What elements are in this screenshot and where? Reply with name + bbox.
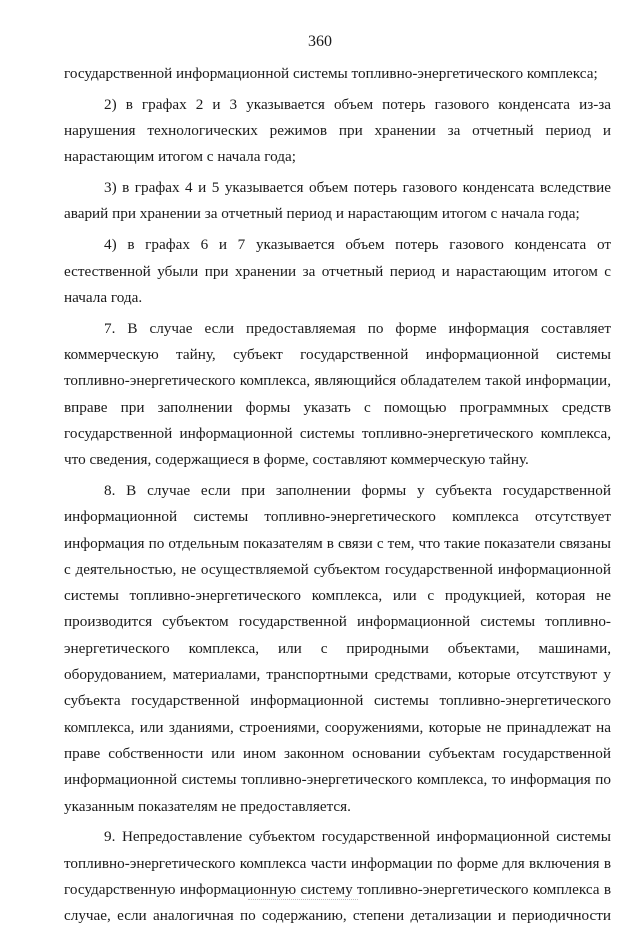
paragraph-section-7: 7. В случае если предоставляемая по форме информация составляет коммерческую тайну, субъект государственной информационной системы топливно-энергетического комплекса, являющийся обладателем такой информации, вправе при заполнении формы указать с помощью программных средств государственной информационной системы топливно-энергетического комплекса, что сведения, содержащиеся в форме, составляют коммерческую тайну. — [64, 319, 611, 469]
paragraph-section-9: 9. Непредоставление субъектом государственной информационной системы топливно-энергетического комплекса части информации по форме для включения в государственную информационную систему топливно-энергетического комплекса в случае, если аналогичная по содержанию, степени детализации и периодичности — [64, 828, 611, 925]
paragraph-item-2: 2) в графах 2 и 3 указывается объем потерь газового конденсата из-за нарушения технологических режимов при хранении за отчетный период и нарастающим итогом с начала года; — [64, 95, 611, 166]
paragraph-section-8: 8. В случае если при заполнении формы у субъекта государственной информационной системы топливно-энергетического комплекса отсутствует информация по отдельным показателям в связи с тем, что такие показатели связаны с деятельностью, не осуществляемой субъектом государственной информационной системы топливно-энергетического комплекса, или с продукцией, которая не производится субъектом государственной информационной системы топливно-энергетического комплекса, или с природными объектами, машинами, оборудованием, материалами, транспортными средствами, которые отсутствуют у субъекта государственной информационной системы топливно-энергетического комплекса, или зданиями, строениями, сооружениями, которые не принадлежат на праве собственности или ином законном основании субъектам государственной информационной системы топливно-энергетического комплекса, то информация по указанным показателям не предоставляется. — [64, 481, 611, 815]
scan-artifact — [248, 899, 358, 902]
document-body — [64, 61, 611, 930]
paragraph-item-4: 4) в графах 6 и 7 указывается объем потерь газового конденсата от естественной убыли при хранении за отчетный период и нарастающим итогом с начала года. — [64, 236, 611, 306]
page-number: 360 — [308, 33, 332, 50]
paragraph-item-3: 3) в графах 4 и 5 указывается объем потерь газового конденсата вследствие аварий при хранении за отчетный период и нарастающим итогом с начала года; — [64, 179, 611, 223]
paragraph-continuation: государственной информационной системы топливно-энергетического комплекса; — [64, 65, 598, 82]
